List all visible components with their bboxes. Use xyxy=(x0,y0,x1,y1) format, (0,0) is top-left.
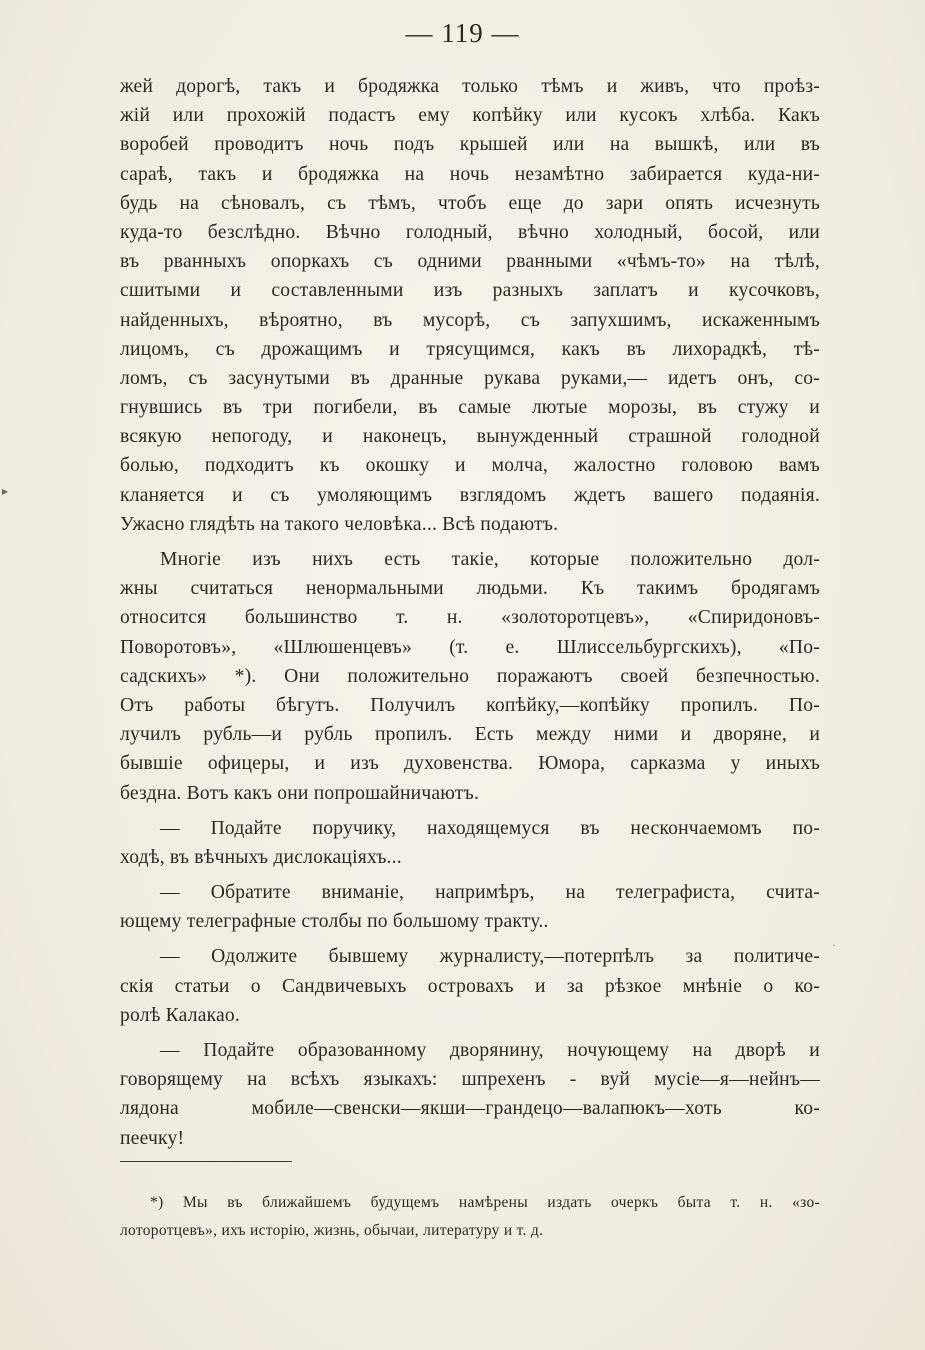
text-line: лядона мобиле—свенски—якши—грандецо—валапюкъ—хоть ко- xyxy=(120,1098,820,1120)
text-line: найденныхъ, вѣроятно, въ мусорѣ, съ запухшимъ, искаженнымъ xyxy=(120,309,820,331)
text-line: сшитыми и составленными изъ разныхъ заплатъ и кусочковъ, xyxy=(120,280,820,302)
footnote-divider xyxy=(120,1161,292,1162)
text-line: будь на сѣновалъ, съ тѣмъ, чтобъ еще до зари опять исчезнуть xyxy=(120,192,820,214)
text-line: садскихъ» *). Они положительно поражаютъ своей безпечностью. xyxy=(120,665,820,687)
text-line: лучилъ рубль—и рубль пропилъ. Есть между ними и дворяне, и xyxy=(120,724,820,746)
text-line: ющему телеграфные столбы по большому тракту.. xyxy=(120,911,549,933)
text-line: гнувшись въ три погибели, въ самые лютые морозы, въ стужу и xyxy=(120,397,820,419)
text-line: Отъ работы бѣгутъ. Получилъ копѣйку,—копѣйку пропилъ. По- xyxy=(120,694,820,716)
text-line: жны считаться ненормальными людьми. Къ такимъ бродягамъ xyxy=(120,578,820,600)
text-line: жей дорогѣ, такъ и бродяжка только тѣмъ и живъ, что проѣз- xyxy=(120,76,820,97)
margin-dot-icon: · xyxy=(832,938,836,952)
text-line: Поворотовъ», «Шлюшенцевъ» (т. е. Шлиссельбургскихъ), «По- xyxy=(120,636,820,658)
text-line: болью, подходитъ къ окошку и молча, жалостно головою вамъ xyxy=(120,455,820,477)
text-line: пеечку! xyxy=(120,1127,185,1149)
text-line: всякую непогоду, и наконецъ, вынужденный страшной голодной xyxy=(120,426,820,448)
text-line: — Подайте поручику, находящемуся въ нескончаемомъ по- xyxy=(160,817,820,839)
text-line: лицомъ, съ дрожащимъ и трясущимся, какъ въ лихорадкѣ, тѣ- xyxy=(120,338,820,360)
text-line: ходѣ, въ вѣчныхъ дислокацiяхъ... xyxy=(120,846,402,868)
text-line: воробей проводитъ ночь подъ крышей или на вышкѣ, или въ xyxy=(120,134,820,156)
text-line: — Одолжите бывшему журналисту,—потерпѣлъ за политиче- xyxy=(160,946,820,968)
text-line: — Обратите вниманiе, напримѣръ, на телеграфиста, счита- xyxy=(160,882,820,904)
text-line: ролѣ Калакао. xyxy=(120,1004,241,1026)
footnote-line: лоторотцевъ», ихъ исторiю, жизнь, обычаи, литературу и т. д. xyxy=(120,1222,544,1239)
text-line: бездна. Вотъ какъ они попрошайничаютъ. xyxy=(120,782,480,804)
footnote-line: *) Мы въ ближайшемъ будущемъ намѣрены издать очеркъ быта т. н. «зо- xyxy=(150,1194,820,1211)
text-line: Ужасно глядѣть на такого человѣка... Всѣ подаютъ. xyxy=(120,513,559,535)
main-text xyxy=(120,72,820,1153)
text-line: въ рванныхъ опоркахъ съ одними рванными «чѣмъ-то» на тѣлѣ, xyxy=(120,251,820,273)
text-line: Многiе изъ нихъ есть такiе, которые положительно дол- xyxy=(160,549,820,570)
text-line: куда-то безслѣдно. Вѣчно голодный, вѣчно холодный, босой, или xyxy=(120,221,820,243)
footnote xyxy=(120,1189,820,1245)
page-number: — 119 — xyxy=(405,18,520,48)
text-line: скiя статьи о Сандвичевыхъ островахъ и за рѣзкое мнѣнiе о ко- xyxy=(120,975,820,997)
text-line: сараѣ, такъ и бродяжка на ночь незамѣтно забирается куда-ни- xyxy=(120,163,820,185)
text-line: жiй или прохожiй подастъ ему копѣйку или кусокъ хлѣба. Какъ xyxy=(120,105,820,127)
text-line: — Подайте образованному дворянину, ночующему на дворѣ и xyxy=(160,1040,820,1061)
margin-arrow-icon: ▸ xyxy=(2,484,9,498)
text-line: относится большинство т. н. «золоторотцевъ», «Спиридоновъ- xyxy=(120,607,820,629)
text-line: кланяется и съ умоляющимъ взглядомъ ждетъ вашего подаянiя. xyxy=(120,484,820,506)
text-line: говорящему на всѣхъ языкахъ: шпрехенъ - вуй мусiе—я—нейнъ— xyxy=(120,1069,820,1091)
text-line: бывшiе офицеры, и изъ духовенства. Юмора, сарказма у иныхъ xyxy=(120,753,820,775)
text-line: ломъ, съ засунутыми въ дранные рукава руками,— идетъ онъ, со- xyxy=(120,367,820,389)
